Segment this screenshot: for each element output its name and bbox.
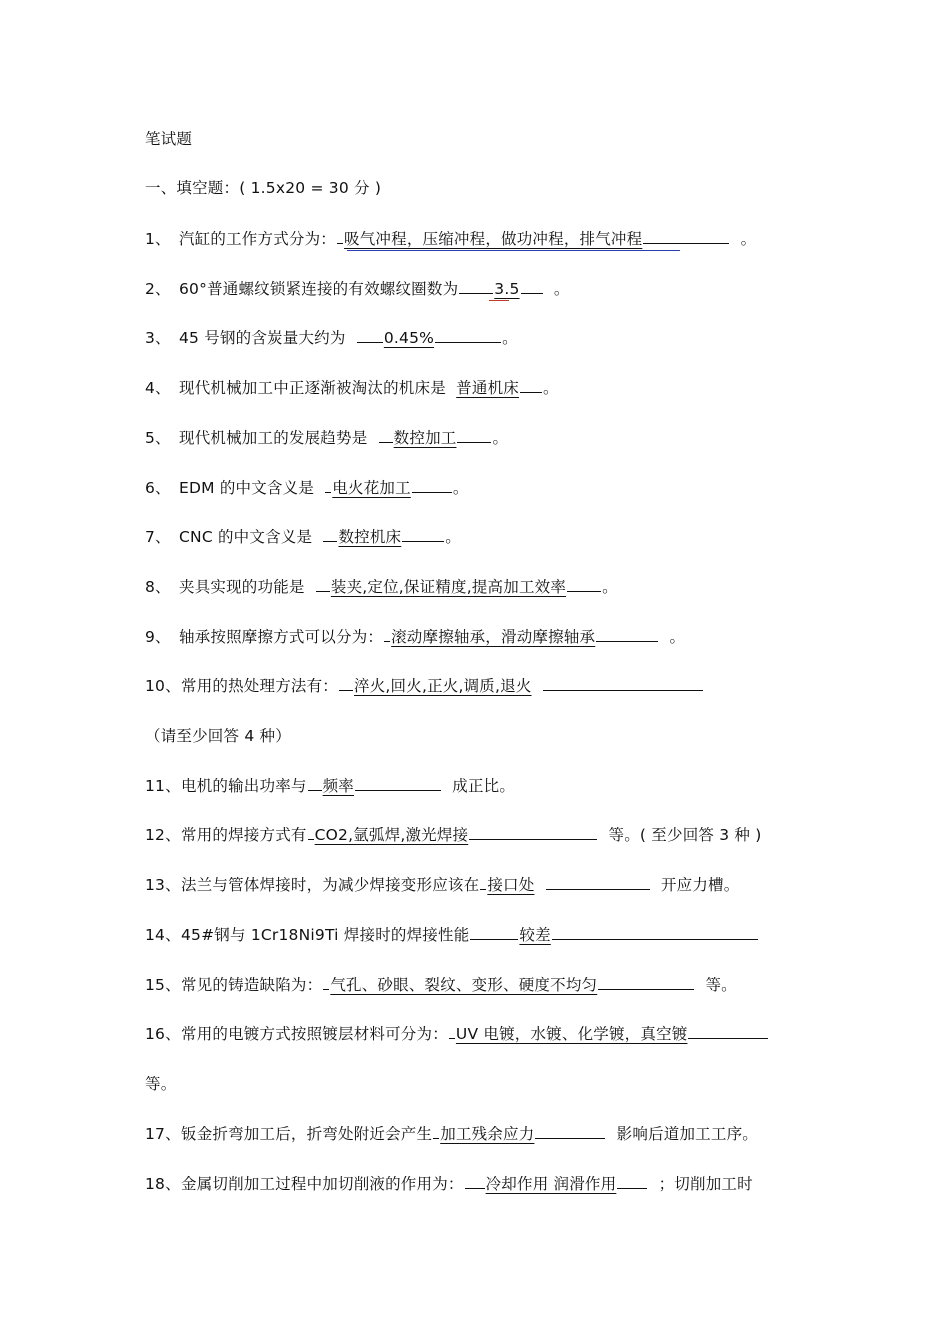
answer-9: 滚动摩擦轴承，滑动摩擦轴承	[391, 628, 596, 646]
question-18: 18、金属切削加工过程中加切削液的作用为： 冷却作用 润滑作用 ；切削加工时	[145, 1171, 753, 1197]
answer-1: 吸气冲程，压缩冲程，做功冲程，排气冲程	[344, 230, 643, 248]
question-5: 5、 现代机械加工的发展趋势是 数控加工 。	[145, 425, 508, 451]
question-11: 11、电机的输出功率与 频率 成正比。	[145, 773, 515, 799]
question-13: 13、法兰与管体焊接时，为减少焊接变形应该在 接口处 开应力槽。	[145, 872, 739, 898]
answer-13: 接口处	[487, 876, 535, 894]
question-3: 3、 45 号钢的含炭量大约为 0.45% 。	[145, 325, 518, 351]
section-heading: 一、填空题：( 1.5x20 = 30 分 )	[145, 179, 382, 197]
document-title: 笔试题	[145, 130, 193, 148]
question-10: 10、常用的热处理方法有： 淬火,回火,正火,调质,退火	[145, 673, 704, 699]
answer-18: 冷却作用 润滑作用	[485, 1175, 617, 1193]
question-14: 14、45#钢与 1Cr18Ni9Ti 焊接时的焊接性能 较差	[145, 922, 759, 948]
question-6: 6、 EDM 的中文含义是 电火花加工 。	[145, 475, 469, 501]
answer-6: 电火花加工	[332, 479, 411, 497]
answer-4: 普通机床	[456, 379, 519, 397]
question-15: 15、常见的铸造缺陷为： 气孔、砂眼、裂纹、变形、硬度不均匀 等。	[145, 972, 737, 998]
question-7: 7、 CNC 的中文含义是 数控机床 。	[145, 524, 461, 550]
question-16-continued: 等。	[145, 1075, 177, 1093]
answer-16: UV 电镀，水镀、化学镀，真空镀	[455, 1025, 688, 1043]
answer-3: 0.45%	[383, 329, 435, 347]
question-17: 17、钣金折弯加工后，折弯处附近会产生 加工残余应力 影响后道加工工序。	[145, 1121, 758, 1147]
answer-8: 装夹,定位,保证精度,提高加工效率	[330, 578, 567, 596]
blue-spellcheck-underline	[347, 250, 680, 251]
answer-10: 淬火,回火,正火,调质,退火	[354, 677, 532, 695]
answer-15: 气孔、砂眼、裂纹、变形、硬度不均匀	[330, 976, 598, 994]
question-8: 8、 夹具实现的功能是 装夹,定位,保证精度,提高加工效率 。	[145, 574, 618, 600]
question-4: 4、 现代机械加工中正逐渐被淘汰的机床是 普通机床 。	[145, 375, 559, 401]
answer-17: 加工残余应力	[440, 1125, 535, 1143]
red-spellcheck-underline	[489, 300, 509, 301]
answer-5: 数控加工	[393, 429, 457, 447]
question-1: 1、 汽缸的工作方式分为： 吸气冲程，压缩冲程，做功冲程，排气冲程 。	[145, 226, 756, 252]
question-9: 9、 轴承按照摩擦方式可以分为： 滚动摩擦轴承，滑动摩擦轴承 。	[145, 624, 685, 650]
question-16: 16、常用的电镀方式按照镀层材料可分为： UV 电镀，水镀、化学镀，真空镀	[145, 1021, 769, 1047]
answer-2: 3.5	[494, 280, 520, 298]
question-10-note: （请至少回答 4 种）	[145, 727, 291, 745]
answer-11: 频率	[322, 777, 355, 795]
answer-7: 数控机床	[338, 528, 402, 546]
question-12: 12、常用的焊接方式有 CO2,氩弧焊,激光焊接 等。( 至少回答 3 种 )	[145, 822, 761, 848]
question-2: 2、 60°普通螺纹锁紧连接的有效螺纹圈数为 3.5 。	[145, 276, 570, 302]
answer-14: 较差	[519, 926, 551, 944]
answer-12: CO2,氩弧焊,激光焊接	[314, 826, 469, 844]
